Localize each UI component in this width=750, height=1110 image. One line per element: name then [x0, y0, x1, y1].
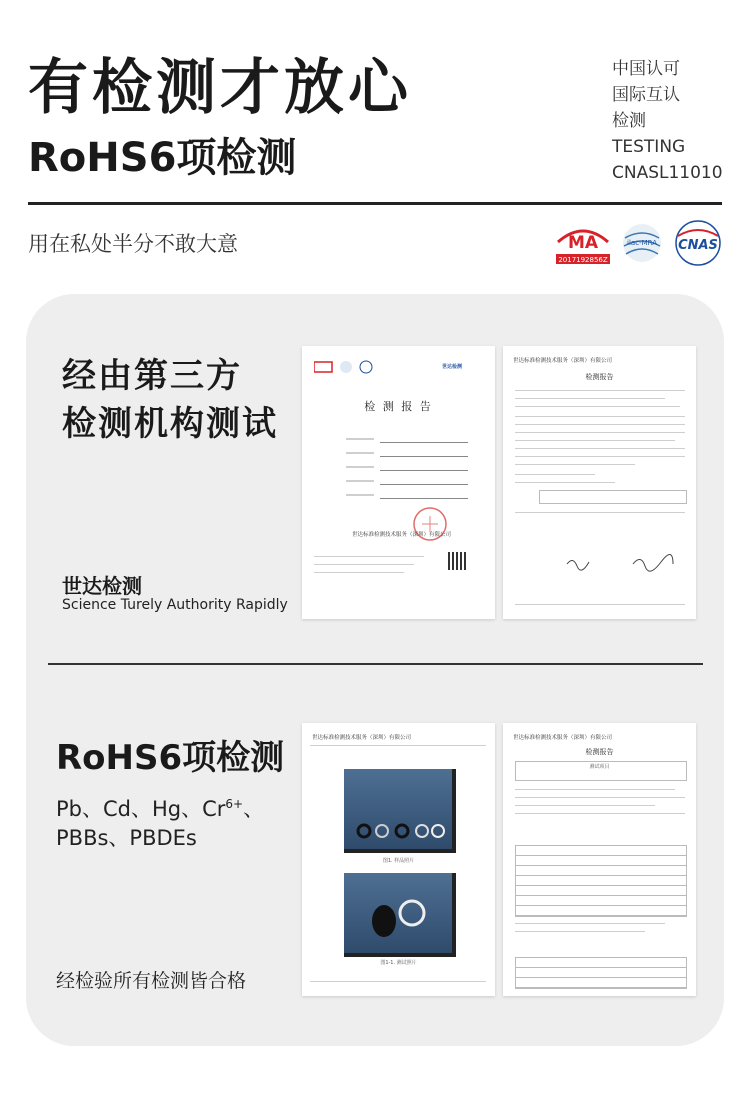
cma-logo-icon	[554, 218, 612, 268]
certification-line: 国际互认	[612, 85, 680, 105]
substance-line: PBBs、PBDEs	[56, 826, 197, 850]
section1-heading	[62, 352, 278, 448]
doc-title: 检 测 报 告	[364, 400, 433, 413]
certification-line: TESTING	[612, 137, 686, 157]
section1-heading-line: 经由第三方	[62, 356, 242, 396]
test-results-page-image	[503, 723, 696, 996]
certification-logos	[552, 214, 724, 272]
ilac-text: ilac-MRA	[627, 239, 657, 247]
test-photo	[344, 873, 456, 957]
doc-header: 世达标准检测技术服务（深圳）有限公司	[513, 358, 613, 364]
doc-header: 世达标准检测技术服务（深圳）有限公司	[513, 735, 613, 741]
sample-object-icon	[344, 873, 452, 953]
sample-photo	[344, 769, 456, 853]
doc-title: 检测报告	[585, 748, 614, 756]
cma-number: 2017192856Z	[558, 256, 608, 264]
section-divider	[48, 663, 703, 665]
sample-photo-page-image	[302, 723, 495, 996]
doc-brand: 世达检测	[442, 364, 463, 370]
certification-line: 检测	[612, 111, 646, 131]
sample-rings-icon	[344, 769, 452, 849]
cnas-text: CNAS	[678, 238, 718, 253]
section1-heading-line: 检测机构测试	[62, 404, 278, 444]
report-cover-image	[302, 346, 495, 619]
tagline: 用在私处半分不敢大意	[28, 232, 238, 256]
ilac-mra-logo-icon	[623, 224, 661, 262]
doc-logos-icon	[314, 360, 382, 374]
cnas-logo-icon	[676, 221, 720, 265]
doc-title: 检测报告	[585, 373, 614, 381]
photo-caption: 图1-1. 测试照片	[380, 960, 417, 966]
result-note: 经检验所有检测皆合格	[56, 970, 247, 992]
summary-table	[515, 957, 687, 989]
report-page-image	[503, 346, 696, 619]
tested-substances	[56, 790, 264, 853]
header-divider	[28, 202, 722, 205]
cma-text: MA	[567, 233, 599, 253]
page-subtitle: RoHS6项检测	[28, 135, 297, 181]
doc-header: 世达标准检测技术服务（深圳）有限公司	[312, 735, 412, 741]
lab-brand-english: Science Turely Authority Rapidly	[62, 597, 288, 613]
doc-company: 世达标准检测技术服务（深圳）有限公司	[352, 532, 452, 538]
certification-line: 中国认可	[612, 59, 680, 79]
section2-heading: RoHS6项检测	[56, 738, 285, 778]
photo-caption: 图1. 样品照片	[382, 858, 415, 864]
substance-superscript: 6+	[225, 797, 244, 811]
substance-separator: 、	[243, 797, 265, 821]
page-title: 有检测才放心	[28, 53, 412, 123]
qr-code-icon	[448, 552, 466, 570]
doc-subtitle: 测试项目	[589, 764, 610, 770]
results-table	[515, 845, 687, 917]
signature-icon	[563, 552, 683, 572]
substance-line: Pb、Cd、Hg、Cr	[56, 797, 226, 821]
lab-brand: 世达检测	[62, 574, 142, 598]
certification-line: CNASL11010	[612, 163, 723, 183]
certification-note	[612, 56, 723, 186]
